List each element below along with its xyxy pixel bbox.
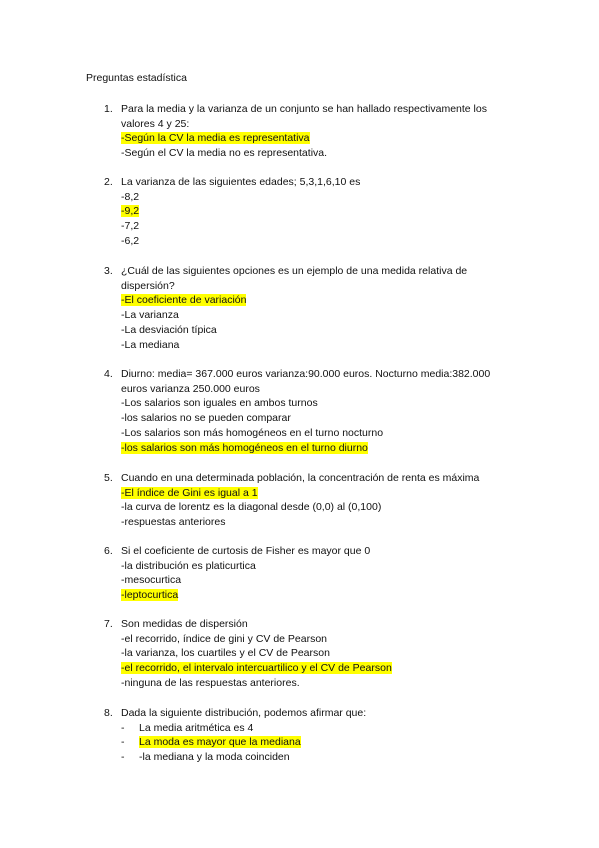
question-text: Dada la siguiente distribución, podemos afirmar que: [121, 707, 367, 719]
answer-option-highlighted: -el recorrido, el intervalo intercuartilico y el CV de Pearson [121, 662, 392, 675]
question-number: 3. [104, 265, 113, 277]
answer-option-highlighted: -9,2 [121, 205, 140, 218]
question-number: 7. [104, 618, 113, 630]
answer-option-highlighted: -los salarios son más homogéneos en el turno diurno [121, 441, 368, 454]
answer-option: -La desviación típica [121, 323, 217, 336]
answer-option: -respuestas anteriores [121, 516, 226, 529]
bullet-dash: - [121, 721, 125, 734]
document-title: Preguntas estadística [86, 72, 187, 84]
bullet-dash: - [121, 751, 125, 764]
answer-option: La media aritmética es 4 [139, 721, 254, 734]
question-text: ¿Cuál de las siguientes opciones es un ejemplo de una medida relativa de dispersión? [121, 265, 468, 292]
question-text: Para la media y la varianza de un conjunto se han hallado respectivamente los valores 4 y 25: [121, 103, 487, 130]
answer-option: -la mediana y la moda coinciden [139, 751, 290, 764]
question-number: 4. [104, 368, 113, 380]
question-text: La varianza de las siguientes edades; 5,3,1,6,10 es [121, 176, 361, 188]
answer-option: -Según el CV la media no es representativa. [121, 147, 328, 160]
question-number: 1. [104, 103, 113, 115]
answer-option-highlighted: -Según la CV la media es representativa [121, 132, 310, 145]
answer-option: -la distribución es platicurtica [121, 559, 256, 572]
answer-option: -6,2 [121, 234, 140, 247]
answer-option: -La varianza [121, 309, 179, 322]
answer-option: -la varianza, los cuartiles y el CV de Pearson [121, 647, 330, 660]
answer-option: -Los salarios son iguales en ambos turnos [121, 397, 318, 410]
answer-option: -la curva de lorentz es la diagonal desde (0,0) al (0,100) [121, 501, 382, 514]
answer-option: -mesocurtica [121, 574, 182, 587]
question-text: Cuando en una determinada población, la concentración de renta es máxima [121, 472, 480, 484]
answer-option-highlighted: -leptocurtica [121, 589, 179, 602]
question-number: 5. [104, 472, 113, 484]
answer-option: -ninguna de las respuestas anteriores. [121, 676, 300, 689]
answer-option: -Los salarios son más homogéneos en el turno nocturno [121, 426, 384, 439]
answer-option-highlighted: -El coeficiente de variación [121, 294, 247, 307]
answer-option-highlighted: La moda es mayor que la mediana [139, 736, 301, 749]
answer-option-highlighted: -El índice de Gini es igual a 1 [121, 486, 258, 499]
question-number: 8. [104, 707, 113, 719]
question-text: Si el coeficiente de curtosis de Fisher es mayor que 0 [121, 545, 371, 557]
answer-option: -La mediana [121, 338, 180, 351]
question-number: 6. [104, 545, 113, 557]
answer-option: -8,2 [121, 190, 140, 203]
answer-option: -7,2 [121, 220, 140, 233]
answer-option: -los salarios no se pueden comparar [121, 412, 291, 425]
answer-option: -el recorrido, índice de gini y CV de Pearson [121, 632, 328, 645]
question-number: 2. [104, 176, 113, 188]
question-text: Diurno: media= 367.000 euros varianza:90.000 euros. Nocturno media:382.000 euros varianza 250.000 euros [121, 368, 491, 395]
bullet-dash: - [121, 736, 125, 749]
question-text: Son medidas de dispersión [121, 618, 248, 630]
